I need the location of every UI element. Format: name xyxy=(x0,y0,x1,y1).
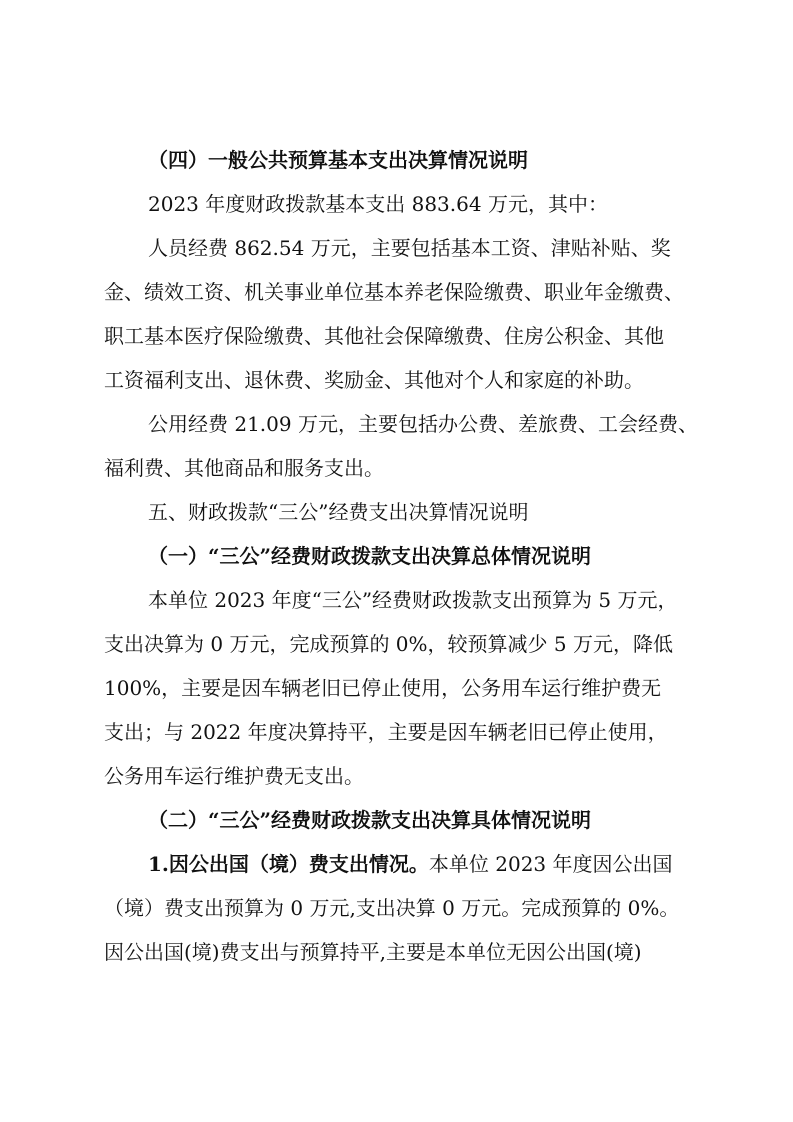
paragraph-line: （境）费支出预算为 0 万元,支出决算 0 万元。完成预算的 0%。 xyxy=(104,896,680,920)
paragraph-line: 职工基本医疗保险缴费、其他社会保障缴费、住房公积金、其他 xyxy=(104,324,664,348)
heading-basic-expenditure: （四）一般公共预算基本支出决算情况说明 xyxy=(148,148,528,172)
subheading-overall: （一）“三公”经费财政拨款支出决算总体情况说明 xyxy=(148,544,592,568)
paragraph-line: 公用经费 21.09 万元，主要包括办公费、差旅费、工会经费、 xyxy=(148,412,698,436)
section-heading-three-public: 五、财政拨款“三公”经费支出决算情况说明 xyxy=(148,500,529,524)
paragraph-text: 本单位 2023 年度因公出国 xyxy=(428,852,673,876)
paragraph-line: 本单位 2023 年度“三公”经费财政拨款支出预算为 5 万元， xyxy=(148,588,678,612)
paragraph-line: 工资福利支出、退休费、奖励金、其他对个人和家庭的补助。 xyxy=(104,368,644,392)
paragraph-line: 福利费、其他商品和服务支出。 xyxy=(104,456,384,480)
paragraph-line: 金、绩效工资、机关事业单位基本养老保险缴费、职业年金缴费、 xyxy=(104,280,684,304)
paragraph-line: 2023 年度财政拨款基本支出 883.64 万元，其中： xyxy=(148,192,608,216)
paragraph-line: 因公出国(境)费支出与预算持平,主要是本单位无因公出国(境) xyxy=(104,940,642,964)
subheading-specific: （二）“三公”经费财政拨款支出决算具体情况说明 xyxy=(148,808,592,832)
paragraph-line: 支出决算为 0 万元，完成预算的 0%，较预算减少 5 万元，降低 xyxy=(104,632,673,656)
paragraph-line: 人员经费 862.54 万元，主要包括基本工资、津贴补贴、奖 xyxy=(148,236,671,260)
paragraph-line xyxy=(148,850,673,878)
item-heading-overseas-travel: 1.因公出国（境）费支出情况。 xyxy=(148,852,429,876)
paragraph-line: 100%，主要是因车辆老旧已停止使用，公务用车运行维护费无 xyxy=(104,676,662,700)
paragraph-line: 公务用车运行维护费无支出。 xyxy=(104,764,364,788)
paragraph-line: 支出；与 2022 年度决算持平，主要是因车辆老旧已停止使用， xyxy=(104,720,668,744)
